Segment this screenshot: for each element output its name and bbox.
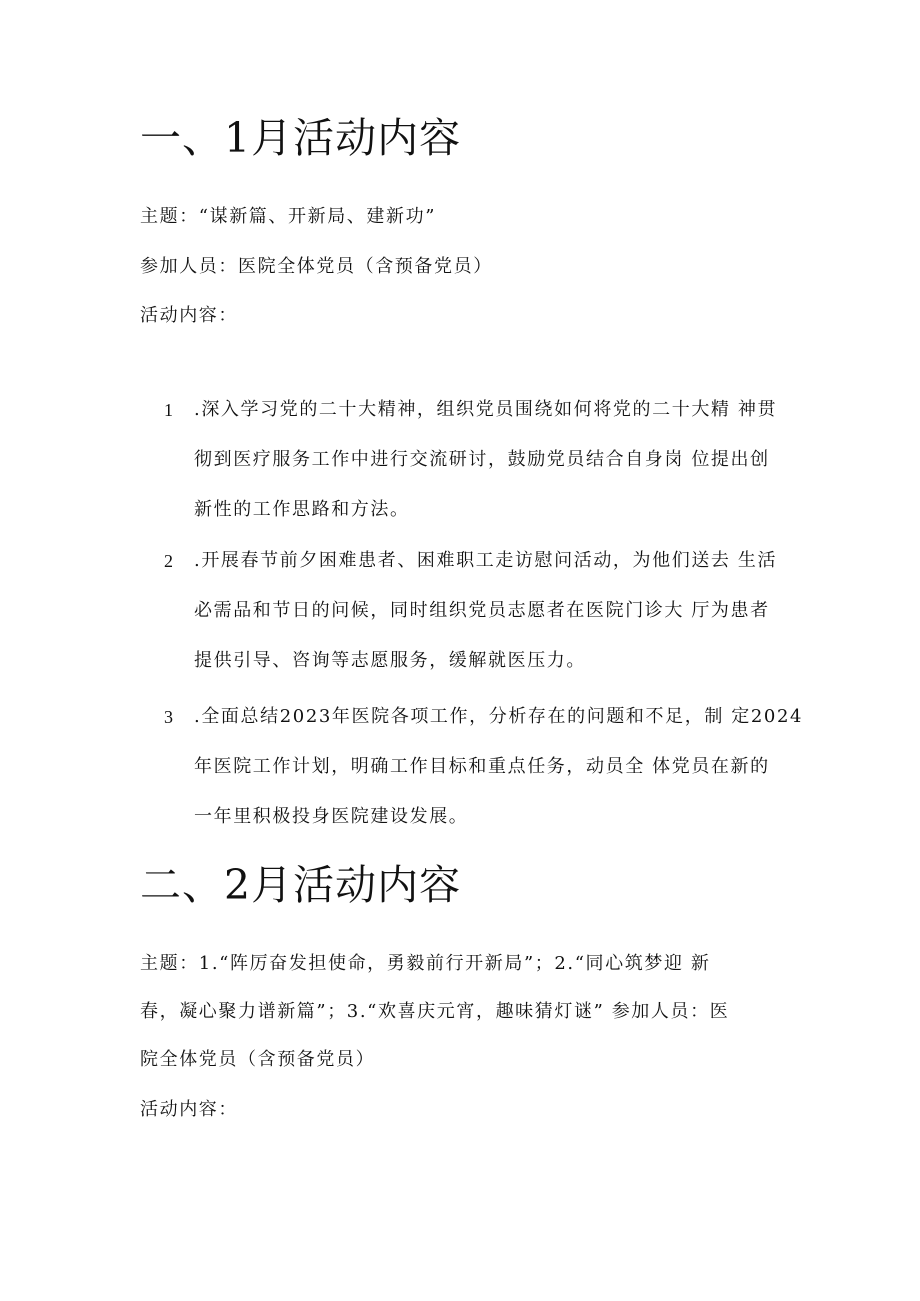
item-number: 2 [164,551,173,571]
section-1-theme: 主题：“谋新篇、开新局、建新功” [140,206,437,227]
section-2-heading: 二、2月活动内容 [140,861,462,909]
item-line: .开展春节前夕困难患者、困难职工走访慰问活动，为他们送去 生活 [194,550,778,571]
item-line: 新性的工作思路和方法。 [194,499,410,520]
item-line: 必需品和节日的问候，同时组织党员志愿者在医院门诊大 厅为患者 [194,600,770,621]
item-number: 3 [164,707,173,727]
section-1-participants: 参加人员：医院全体党员（含预备党员） [140,256,493,277]
section-1-activity-label: 活动内容： [140,305,238,326]
item-number: 1 [164,400,173,420]
item-line: 一年里积极投身医院建设发展。 [194,806,469,827]
section-2-participants-line: 院全体党员（含预备党员） [140,1049,376,1070]
item-line: .深入学习党的二十大精神，组织党员围绕如何将党的二十大精 神贯 [194,399,778,420]
section-2-theme-line: 春，凝心聚力谱新篇”；3.“欢喜庆元宵，趣味猜灯谜” 参加人员：医 [140,1001,730,1022]
section-2-activity-label: 活动内容： [140,1099,238,1120]
section-1-heading: 一、1月活动内容 [140,114,462,162]
item-line: .全面总结2023年医院各项工作，分析存在的问题和不足，制 定2024 [194,706,804,727]
item-line: 提供引导、咨询等志愿服务，缓解就医压力。 [194,650,586,671]
item-line: 彻到医疗服务工作中进行交流研讨，鼓励党员结合自身岗 位提出创 [194,449,770,470]
section-2-theme-line: 主题：1.“阵厉奋发担使命，勇毅前行开新局”；2.“同心筑梦迎 新 [140,953,711,974]
item-line: 年医院工作计划，明确工作目标和重点任务，动员全 体党员在新的 [194,756,770,777]
